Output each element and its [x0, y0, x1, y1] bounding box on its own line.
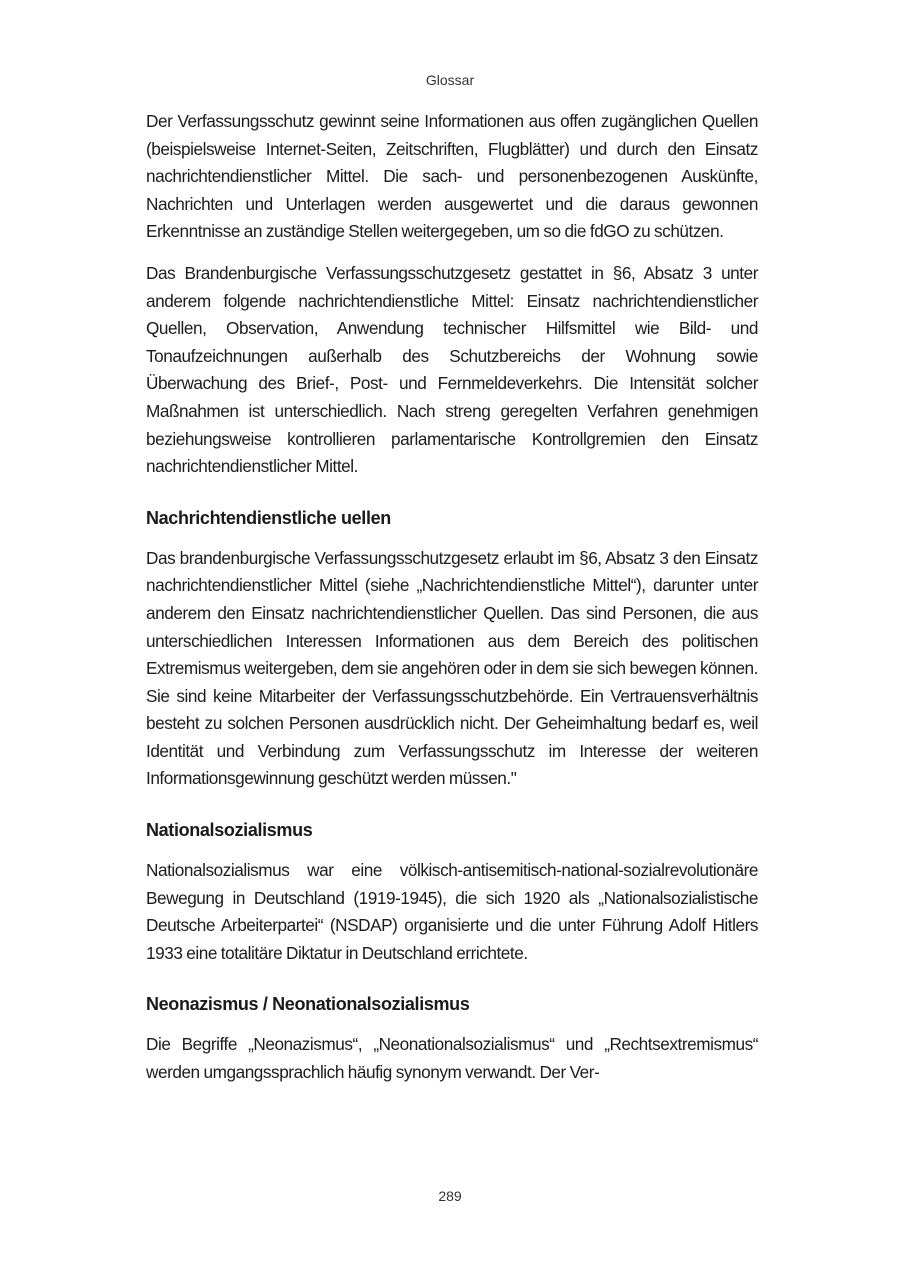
- heading-neonazismus: Neonazismus / Neonationalsozialismus: [146, 994, 470, 1015]
- heading-nachrichtendienstliche-quellen: Nachrichtendienstliche uellen: [146, 507, 391, 528]
- paragraph-neonazismus: Die Begriffe „Neonazismus“, „Neonationalsozialismus“ und „Rechtsextremismus“ werden umgangssprachlich häufig synonym verwandt. Der Ver-: [146, 1034, 758, 1083]
- paragraph-information-sources: Der Verfassungsschutz gewinnt seine Informationen aus offen zugänglichen Quellen (beispielsweise Internet-Seiten, Zeitschriften, Flugblätter) und durch den Einsatz nachrichtendienstlicher Mittel. Die sach- und personenbezogenen Auskünfte, Nachrichten und Unterlagen werden ausgewertet und die daraus gewonnen Erkenntnisse an zuständige Stellen weitergegeben, um so die fdGO zu schützen.: [146, 111, 758, 242]
- paragraph-brandenburg-law: Das Brandenburgische Verfassungsschutzgesetz gestattet in §6, Absatz 3 unter anderem folgende nachrichtendienstliche Mittel: Einsatz nachrichtendienstlicher Quellen, Observation, Anwendung technischer Hilfsmittel wie Bild- und Tonaufzeichnungen außerhalb des Schutzbereichs der Wohnung sowie Überwachung des Brief-, Post- und Fernmeldeverkehrs. Die Intensität solcher Maßnahmen ist unterschiedlich. Nach streng geregelten Verfahren genehmigen beziehungsweise kontrollieren parlamentarische Kontrollgremien den Einsatz nachrichtendienstlicher Mittel.: [146, 262, 758, 477]
- page-body: [146, 108, 758, 1101]
- page-number: 289: [438, 1188, 462, 1204]
- paragraph-nationalsozialismus: Nationalsozialismus war eine völkisch-antisemitisch-national-sozialrevolutionäre Bewegung in Deutschland (1919-1945), die sich 1920 als „Nationalsozialistische Deutsche Arbeiterpartei“ (NSDAP) organisierte und die unter Führung Adolf Hitlers 1933 eine totalitäre Diktatur in Deutschland errichtete.: [146, 860, 758, 963]
- heading-nationalsozialismus: Nationalsozialismus: [146, 820, 313, 841]
- running-header: Glossar: [425, 72, 475, 88]
- paragraph-nachrichtendienstliche-quellen: Das brandenburgische Verfassungsschutzgesetz erlaubt im §6, Absatz 3 den Einsatz nachrichtendienstlicher Mittel (siehe „Nachrichtendienstliche Mittel“), darunter unter anderem den Einsatz nachrichtendienstlicher Quellen. Das sind Personen, die aus unterschiedlichen Interessen Informationen aus dem Bereich des politischen Extremismus weitergeben, dem sie angehören oder in dem sie sich bewegen können. Sie sind keine Mitarbeiter der Verfassungsschutzbehörde. Ein Vertrauensverhältnis besteht zu solchen Personen ausdrücklich nicht. Der Geheimhaltung bedarf es, weil Identität und Verbindung zum Verfassungsschutz im Interesse der weiteren Informationsgewinnung geschützt werden müssen.": [146, 547, 758, 789]
